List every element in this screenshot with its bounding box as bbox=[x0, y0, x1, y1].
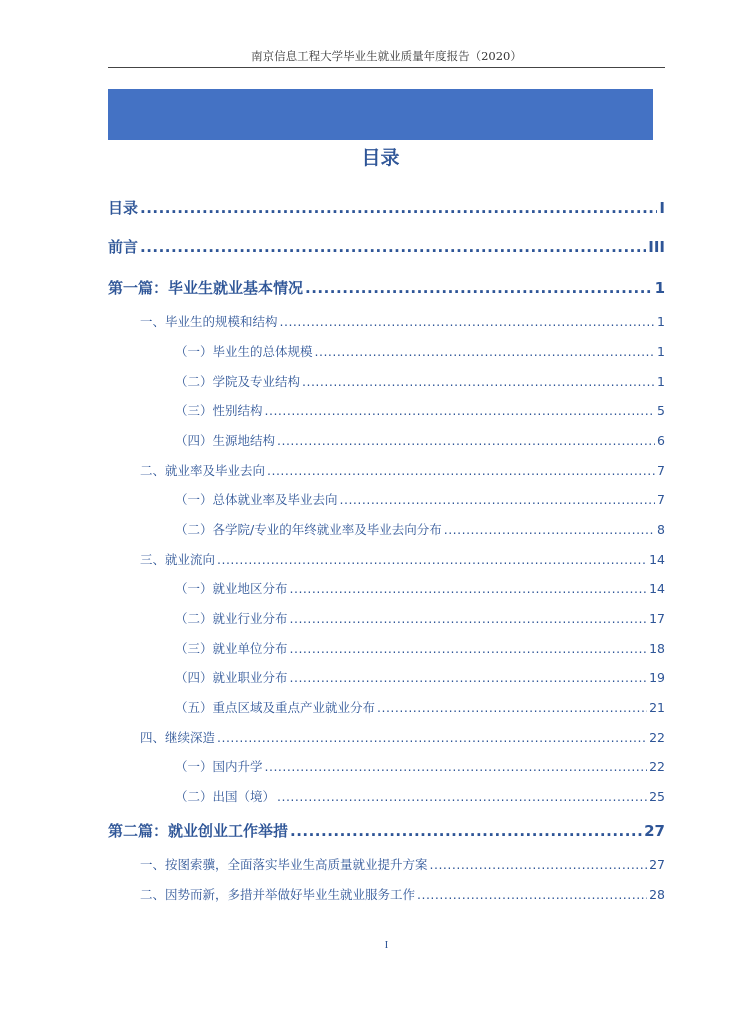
toc-entry-page: 1 bbox=[654, 279, 665, 297]
toc-leader-dots bbox=[430, 856, 648, 874]
toc-entry-label: （二）学院及专业结构 bbox=[175, 374, 301, 389]
toc-entry-page: 14 bbox=[649, 581, 665, 596]
toc-entry-page: 5 bbox=[657, 403, 665, 418]
toc-entry-part-two[interactable] bbox=[108, 821, 665, 841]
toc-leader-dots bbox=[140, 237, 646, 257]
toc-entry-page: 22 bbox=[649, 759, 665, 774]
toc-entry-subsection[interactable] bbox=[175, 699, 665, 717]
toc-entry-subsection[interactable] bbox=[175, 491, 665, 509]
running-header: 南京信息工程大学毕业生就业质量年度报告（2020） bbox=[251, 49, 522, 63]
toc-entry-subsection[interactable] bbox=[175, 669, 665, 687]
toc-entry-label: （三）就业单位分布 bbox=[175, 641, 288, 656]
toc-leader-dots bbox=[302, 373, 655, 391]
toc-entry-section[interactable] bbox=[140, 729, 665, 747]
toc-entry-label: 第二篇：就业创业工作举措 bbox=[108, 822, 289, 840]
toc-entry-subsection[interactable] bbox=[175, 758, 665, 776]
toc-leader-dots bbox=[290, 640, 648, 658]
toc-entry-page: 1 bbox=[657, 374, 665, 389]
page-number: I bbox=[384, 939, 389, 951]
page-title: 目录 bbox=[361, 147, 400, 169]
toc-leader-dots bbox=[277, 788, 647, 806]
toc-entry-label: （一）毕业生的总体规模 bbox=[175, 344, 313, 359]
toc-entry-subsection[interactable] bbox=[175, 788, 665, 806]
toc-entry-label: 前言 bbox=[108, 238, 139, 256]
toc-entry-section[interactable] bbox=[140, 313, 665, 331]
toc-entry-label: （一）国内升学 bbox=[175, 759, 263, 774]
toc-entry-section[interactable] bbox=[140, 462, 665, 480]
toc-entry-page: 21 bbox=[649, 700, 665, 715]
toc-entry-label: （二）各学院/专业的年终就业率及毕业去向分布 bbox=[175, 522, 442, 537]
toc-entry-subsection[interactable] bbox=[175, 610, 665, 628]
toc-entry-page: 7 bbox=[657, 463, 665, 478]
toc-leader-dots bbox=[377, 699, 647, 717]
toc-entry-page: 7 bbox=[657, 492, 665, 507]
toc-leader-dots bbox=[140, 198, 657, 218]
toc-entry-page: 1 bbox=[657, 344, 665, 359]
toc-entry-label: （二）出国（境） bbox=[175, 789, 276, 804]
toc-leader-dots bbox=[290, 580, 648, 598]
toc-entry-page: 1 bbox=[657, 314, 665, 329]
toc-entry-page: 6 bbox=[657, 433, 665, 448]
toc-entry-label: 二、因势而新，多措并举做好毕业生就业服务工作 bbox=[140, 887, 416, 902]
toc-entry-page: 17 bbox=[649, 611, 665, 626]
toc-leader-dots bbox=[217, 551, 647, 569]
toc-leader-dots bbox=[290, 669, 648, 687]
toc-entry-label: （五）重点区域及重点产业就业分布 bbox=[175, 700, 376, 715]
toc-leader-dots bbox=[444, 521, 655, 539]
toc-leader-dots bbox=[305, 278, 653, 298]
toc-entry-page: 8 bbox=[657, 522, 665, 537]
toc-entry-label: （四）就业职业分布 bbox=[175, 670, 288, 685]
toc-leader-dots bbox=[315, 343, 656, 361]
toc-entry-contents[interactable] bbox=[108, 198, 665, 218]
toc-entry-label: 目录 bbox=[108, 199, 139, 217]
toc-entry-page: I bbox=[659, 199, 665, 217]
toc-entry-label: 第一篇：毕业生就业基本情况 bbox=[108, 279, 304, 297]
title-banner bbox=[108, 89, 653, 140]
toc-entry-label: 一、毕业生的规模和结构 bbox=[140, 314, 278, 329]
toc-entry-page: 27 bbox=[644, 822, 665, 840]
toc-entry-section[interactable] bbox=[140, 856, 665, 874]
toc-entry-part-one[interactable] bbox=[108, 278, 665, 298]
toc-entry-label: 一、按图索骥，全面落实毕业生高质量就业提升方案 bbox=[140, 857, 428, 872]
toc-entry-label: （一）就业地区分布 bbox=[175, 581, 288, 596]
toc-leader-dots bbox=[265, 402, 656, 420]
toc-leader-dots bbox=[290, 610, 648, 628]
toc-leader-dots bbox=[290, 821, 642, 841]
toc-entry-label: 四、继续深造 bbox=[140, 730, 216, 745]
toc-leader-dots bbox=[340, 491, 656, 509]
toc-entry-subsection[interactable] bbox=[175, 343, 665, 361]
toc-entry-subsection[interactable] bbox=[175, 402, 665, 420]
toc-entry-preface[interactable] bbox=[108, 237, 665, 257]
toc-leader-dots bbox=[417, 886, 647, 904]
toc-leader-dots bbox=[267, 462, 655, 480]
toc-entry-subsection[interactable] bbox=[175, 373, 665, 391]
toc-entry-label: （一）总体就业率及毕业去向 bbox=[175, 492, 338, 507]
toc-entry-page: 28 bbox=[649, 887, 665, 902]
toc-entry-page: 18 bbox=[649, 641, 665, 656]
toc-entry-subsection[interactable] bbox=[175, 640, 665, 658]
toc-entry-label: 二、就业率及毕业去向 bbox=[140, 463, 266, 478]
toc-entry-label: （四）生源地结构 bbox=[175, 433, 276, 448]
toc-leader-dots bbox=[265, 758, 648, 776]
toc-entry-label: （二）就业行业分布 bbox=[175, 611, 288, 626]
toc-entry-page: 25 bbox=[649, 789, 665, 804]
toc-entry-page: 19 bbox=[649, 670, 665, 685]
toc-entry-page: 27 bbox=[649, 857, 665, 872]
toc-entry-subsection[interactable] bbox=[175, 580, 665, 598]
toc-entry-page: 22 bbox=[649, 730, 665, 745]
toc-entry-page: III bbox=[648, 238, 665, 256]
toc-entry-label: （三）性别结构 bbox=[175, 403, 263, 418]
toc-entry-section[interactable] bbox=[140, 886, 665, 904]
toc-entry-page: 14 bbox=[649, 552, 665, 567]
header-rule bbox=[108, 67, 665, 68]
toc-entry-subsection[interactable] bbox=[175, 432, 665, 450]
toc-entry-subsection[interactable] bbox=[175, 521, 665, 539]
toc-entry-section[interactable] bbox=[140, 551, 665, 569]
toc-entry-label: 三、就业流向 bbox=[140, 552, 216, 567]
toc-leader-dots bbox=[280, 313, 656, 331]
toc-leader-dots bbox=[217, 729, 647, 747]
toc-leader-dots bbox=[277, 432, 655, 450]
